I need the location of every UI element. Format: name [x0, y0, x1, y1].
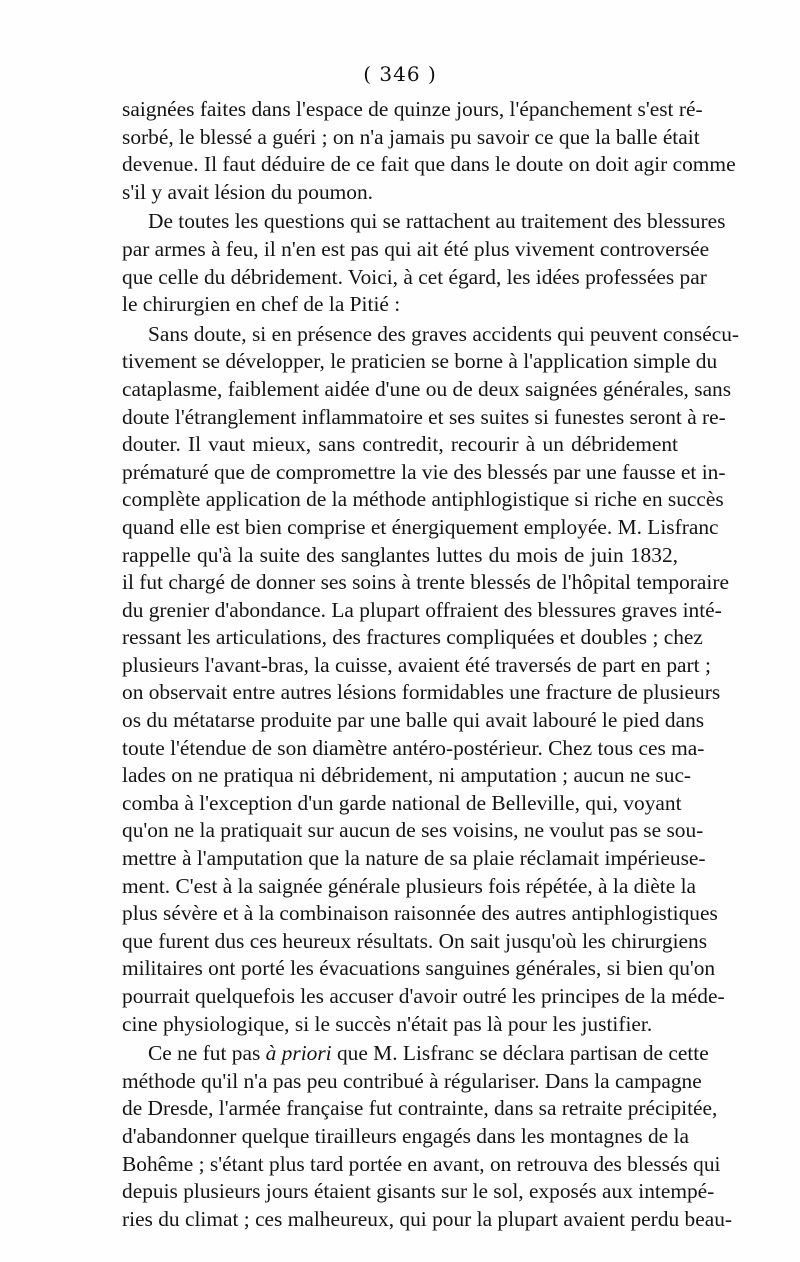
- text-line: le chirurgien en chef de la Pitié :: [122, 292, 401, 317]
- text-line: saignées faites dans l'espace de quinze jours, l'épanchement s'est ré-: [122, 97, 703, 121]
- text-line: toute l'étendue de son diamètre antéro-postérieur. Chez tous ces ma-: [122, 735, 705, 760]
- text-line: d'abandonner quelque tirailleurs engagés dans les montagnes de la: [122, 1123, 689, 1148]
- text-line: sorbé, le blessé a guéri ; on n'a jamais pu savoir ce que la balle était: [122, 124, 700, 149]
- text-line: rappelle qu'à la suite des sanglantes luttes du mois de juin 1832,: [122, 542, 678, 567]
- text-line: du grenier d'abondance. La plupart offraient des blessures graves inté-: [122, 597, 722, 622]
- text-line: plusieurs l'avant-bras, la cuisse, avaient été traversés de part en part ;: [122, 652, 711, 677]
- paragraph: [122, 208, 726, 318]
- text-line: s'il y avait lésion du poumon.: [122, 179, 374, 204]
- text-line: quand elle est bien comprise et énergiquement employée. M. Lisfranc: [122, 514, 719, 539]
- text-line: lades on ne pratiqua ni débridement, ni amputation ; aucun ne suc-: [122, 763, 692, 788]
- text-line: que celle du débridement. Voici, à cet égard, les idées professées par: [122, 264, 707, 289]
- text-line: devenue. Il faut déduire de ce fait que dans le doute on doit agir comme: [122, 152, 736, 177]
- body-text: [122, 96, 740, 1233]
- text-line: méthode qu'il n'a pas peu contribué à régulariser. Dans la campagne: [122, 1068, 702, 1093]
- paragraph: [122, 1040, 733, 1233]
- text-line: complète application de la méthode antiphlogistique si riche en succès: [122, 487, 724, 512]
- text-line: militaires ont porté les évacuations sanguines générales, si bien qu'on: [122, 956, 716, 981]
- text-line: cine physiologique, si le succès n'était pas là pour les justifier.: [122, 1011, 653, 1036]
- text-line: tivement se développer, le praticien se borne à l'application simple du: [122, 349, 718, 374]
- text-line: Bohême ; s'étant plus tard portée en avant, on retrouva des blessés qui: [122, 1151, 721, 1176]
- text-line: prématuré que de compromettre la vie des blessés par une fausse et in-: [122, 459, 726, 484]
- text-line: plus sévère et à la combinaison raisonnée des autres antiphlogistiques: [122, 901, 718, 926]
- text-line: il fut chargé de donner ses soins à trente blessés de l'hôpital temporaire: [122, 570, 729, 595]
- page-number: ( 346 ): [363, 62, 437, 86]
- text-line: que furent dus ces heureux résultats. On sait jusqu'où les chirurgiens: [122, 928, 708, 953]
- text-line: Ce ne fut pas à priori que M. Lisfranc se déclara partisan de cette: [148, 1041, 709, 1066]
- text-line: ressant les articulations, des fractures compliquées et doubles ; chez: [122, 625, 703, 650]
- text-line: cataplasme, faiblement aidée d'une ou de deux saignées générales, sans: [122, 376, 732, 401]
- text-line: ment. C'est à la saignée générale plusieurs fois répétée, à la diète la: [122, 873, 697, 898]
- text-line: os du métatarse produite par une balle qui avait labouré le pied dans: [122, 708, 705, 733]
- paragraph: [122, 321, 740, 1038]
- paragraph: [122, 96, 736, 206]
- text-line: de Dresde, l'armée française fut contrainte, dans sa retraite précipitée,: [122, 1096, 718, 1121]
- text-line: par armes à feu, il n'en est pas qui ait été plus vivement controversée: [122, 236, 710, 261]
- text-line: comba à l'exception d'un garde national de Belleville, qui, voyant: [122, 790, 682, 815]
- text-line: ries du climat ; ces malheureux, qui pour la plupart avaient perdu beau-: [122, 1206, 733, 1231]
- text-line: qu'on ne la pratiquait sur aucun de ses voisins, ne voulut pas se sou-: [122, 818, 704, 843]
- text-line: depuis plusieurs jours étaient gisants sur le sol, exposés aux intempé-: [122, 1179, 715, 1204]
- text-line: mettre à l'amputation que la nature de sa plaie réclamait impérieuse-: [122, 846, 706, 871]
- text-line: douter. Il vaut mieux, sans contredit, recourir à un débridement: [122, 432, 678, 457]
- text-line: on observait entre autres lésions formidables une fracture de plusieurs: [122, 680, 721, 705]
- text-line: pourrait quelquefois les accuser d'avoir outré les principes de la méde-: [122, 984, 725, 1008]
- text-line: doute l'étranglement inflammatoire et ses suites si funestes seront à re-: [122, 404, 726, 429]
- text-line: Sans doute, si en présence des graves accidents qui peuvent consécu-: [148, 321, 740, 346]
- text-line: De toutes les questions qui se rattachent au traitement des blessures: [148, 209, 726, 234]
